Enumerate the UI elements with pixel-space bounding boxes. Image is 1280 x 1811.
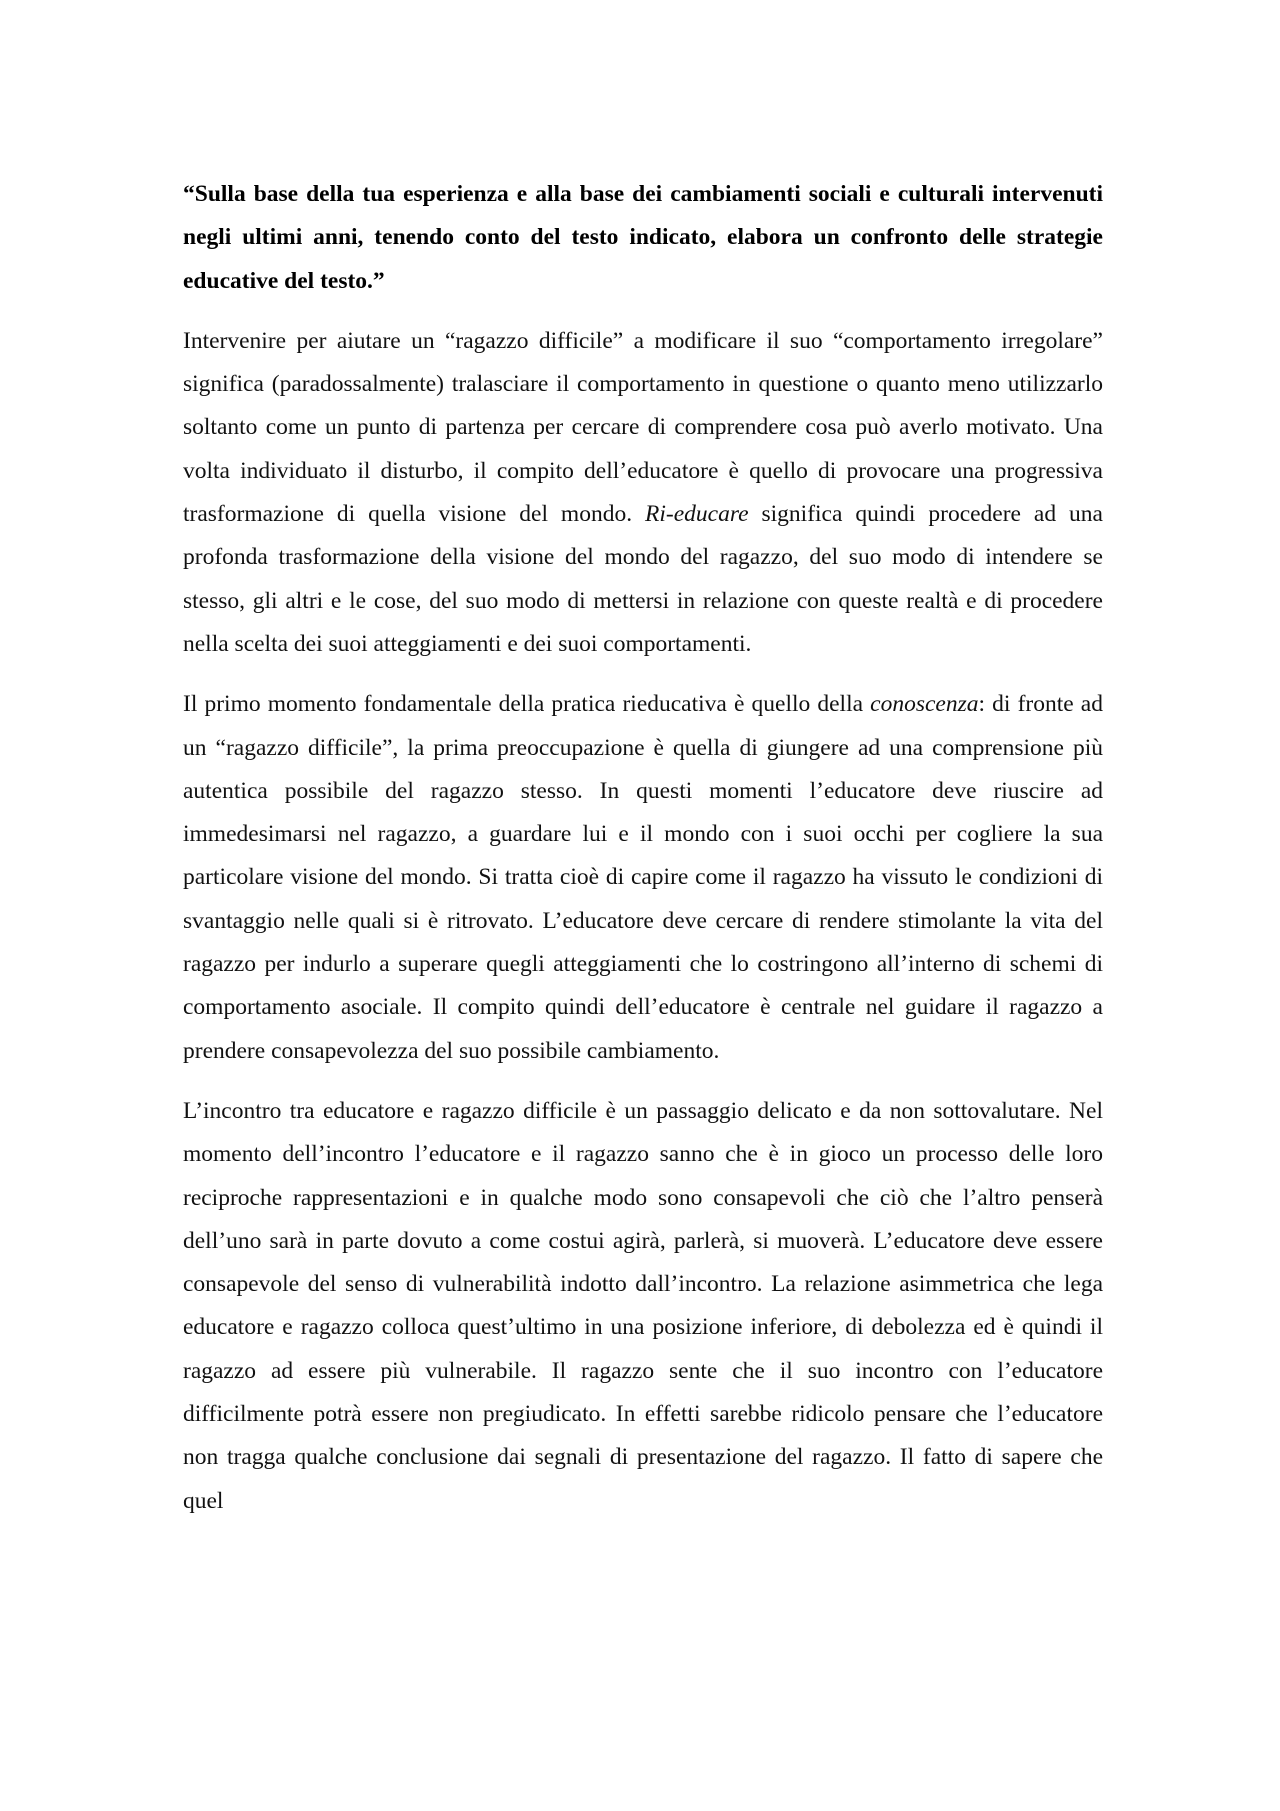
paragraph-conoscenza xyxy=(183,683,1103,1073)
paragraph-text: Il primo momento fondamentale della pratica rieducativa è quello della xyxy=(183,691,871,718)
italic-term-conoscenza: conoscenza xyxy=(870,691,979,718)
paragraph-rieducare xyxy=(183,320,1103,666)
assignment-question: “Sulla base della tua esperienza e alla base dei cambiamenti sociali e culturali intervenuti negli ultimi anni, tenendo conto del testo indicato, elabora un confronto delle strategie educative del testo.” xyxy=(183,181,1103,294)
document-body xyxy=(183,173,1103,1540)
italic-term-rieducare: Ri-educare xyxy=(645,501,749,528)
paragraph-text: significa quindi procedere ad una profonda trasformazione della visione del mondo del ragazzo, del suo modo di intendere se stesso, gli altri e le cose, del suo modo di mettersi in relazione con queste realtà e di procedere nella scelta dei suoi atteggiamenti e dei suoi comportamenti. xyxy=(183,501,1103,657)
paragraph-incontro: L’incontro tra educatore e ragazzo difficile è un passaggio delicato e da non sottovalutare. Nel momento dell’incontro l’educatore e il ragazzo sanno che è in gioco un processo delle loro reciproche rappresentazioni e in qualche modo sono consapevoli che ciò che l’altro penserà dell’uno sarà in parte dovuto a come costui agirà, parlerà, si muoverà. L’educatore deve essere consapevole del senso di vulnerabilità indotto dall’incontro. La relazione asimmetrica che lega educatore e ragazzo colloca quest’ultimo in una posizione inferiore, di debolezza ed è quindi il ragazzo ad essere più vulnerabile. Il ragazzo sente che il suo incontro con l’educatore difficilmente potrà essere non pregiudicato. In effetti sarebbe ridicolo pensare che l’educatore non tragga qualche conclusione dai segnali di presentazione del ragazzo. Il fatto di sapere che quel xyxy=(183,1097,1103,1514)
paragraph-text: Intervenire per aiutare un “ragazzo difficile” a modificare il suo “comportamento irregolare” significa (paradossalmente) tralasciare il comportamento in questione o quanto meno utilizzarlo soltanto come un punto di partenza per cercare di comprendere cosa può averlo motivato. Una volta individuato il disturbo, il compito dell’educatore è quello di provocare una progressiva trasformazione di quella visione del mondo. xyxy=(183,327,1103,528)
paragraph-text: : di fronte ad un “ragazzo difficile”, la prima preoccupazione è quella di giungere ad una comprensione più autentica possibile del ragazzo stesso. In questi momenti l’educatore deve riuscire ad immedesimarsi nel ragazzo, a guardare lui e il mondo con i suoi occhi per cogliere la sua particolare visione del mondo. Si tratta cioè di capire come il ragazzo ha vissuto le condizioni di svantaggio nelle quali si è ritrovato. L’educatore deve cercare di rendere stimolante la vita del ragazzo per indurlo a superare quegli atteggiamenti che lo costringono all’interno di schemi di comportamento asociale. Il compito quindi dell’educatore è centrale nel guidare il ragazzo a prendere consapevolezza del suo possibile cambiamento. xyxy=(183,691,1103,1064)
